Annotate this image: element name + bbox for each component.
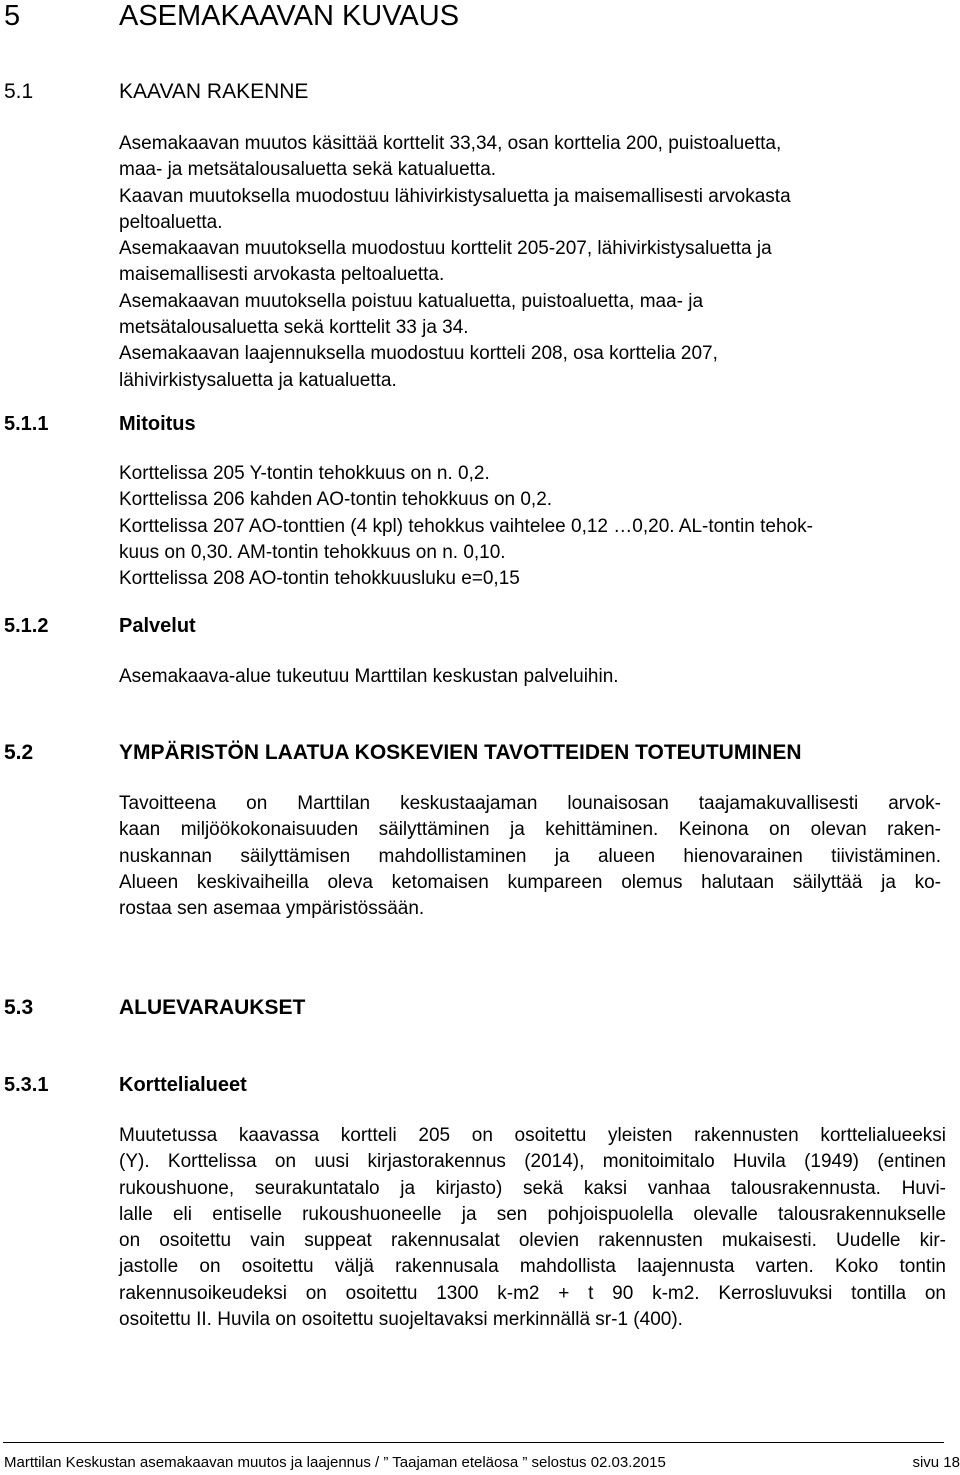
text-line: Korttelissa 208 AO-tontin tehokkuusluku e=0,15 (119, 568, 520, 590)
text-line: jastolle on osoitettu väljä rakennusala mahdollista laajennusta varten. Koko tontin (119, 1256, 946, 1278)
paragraph-mitoitus (119, 461, 813, 592)
text-line: metsätalousaluetta sekä korttelit 33 ja 34. (119, 317, 469, 339)
heading-number-5-3: 5.3 (4, 996, 34, 1019)
footer-divider (3, 1442, 944, 1443)
text-line: rakennusoikeudeksi on osoitettu 1300 k-m2 + t 90 k-m2. Kerrosluvuksi tontilla on (119, 1282, 946, 1304)
heading-palvelut: Palvelut (119, 615, 196, 637)
text-line: on osoitettu vain suppeat rakennusalat olevien rakennusten mukaisesti. Uudelle kir- (119, 1230, 946, 1252)
text-line: Asemakaavan muutoksella muodostuu korttelit 205-207, lähivirkistysaluetta ja (119, 238, 772, 260)
text-line: peltoaluetta. (119, 211, 223, 233)
text-line: Kaavan muutoksella muodostuu lähivirkistysaluetta ja maisemallisesti arvokasta (119, 185, 791, 207)
text-line: kuus on 0,30. AM-tontin tehokkuus on n. 0,10. (119, 541, 506, 563)
text-line: nuskannan säilyttämisen mahdollistaminen ja alueen hienovarainen tiivistäminen. (119, 845, 941, 867)
text-line: Korttelissa 207 AO-tonttien (4 kpl) tehokkus vaihtelee 0,12 …0,20. AL-tontin tehok- (119, 515, 813, 537)
text-line: Korttelissa 206 kahden AO-tontin tehokkuus on 0,2. (119, 489, 553, 511)
text-line: Korttelissa 205 Y-tontin tehokkuus on n. 0,2. (119, 463, 490, 484)
heading-number-5-1: 5.1 (4, 80, 34, 103)
text-line: Asemakaavan muutos käsittää korttelit 33,34, osan korttelia 200, puistoaluetta, (119, 133, 782, 154)
paragraph-ymparisto (119, 791, 941, 922)
heading-mitoitus: Mitoitus (119, 413, 196, 435)
text-line: maisemallisesti arvokasta peltoaluetta. (119, 264, 445, 286)
paragraph-palvelut (119, 664, 619, 690)
text-line: Asemakaavan laajennuksella muodostuu kortteli 208, osa korttelia 207, (119, 343, 718, 365)
text-line: rukoushuone, seurakuntatalo ja kirjasto) sekä kaksi vanhaa talousrakennusta. Huvi- (119, 1177, 946, 1199)
text-line: lalle eli entiselle rukoushuoneelle ja sen pohjoispuolella olevalle talousrakennukselle (119, 1203, 946, 1225)
text-line: lähivirkistysaluetta ja katualuetta. (119, 369, 397, 391)
text-line: (Y). Korttelissa on uusi kirjastorakennus (2014), monitoimitalo Huvila (1949) (entinen (119, 1151, 946, 1173)
text-line: Tavoitteena on Marttilan keskustaajaman lounaisosan taajamakuvallisesti arvok- (119, 793, 941, 814)
heading-number-5-3-1: 5.3.1 (4, 1074, 49, 1096)
footer-page-number: sivu 18 (912, 1454, 960, 1471)
text-line: Asemakaavan muutoksella poistuu katualuetta, puistoaluetta, maa- ja (119, 290, 704, 312)
heading-number-5-1-2: 5.1.2 (4, 615, 49, 637)
heading-aluevaraukset: ALUEVARAUKSET (119, 996, 306, 1019)
heading-ymparisto: YMPÄRISTÖN LAATUA KOSKEVIEN TAVOTTEIDEN TOTEUTUMINEN (119, 741, 802, 764)
text-line: Alueen keskivaiheilla oleva ketomaisen kumpareen olemus halutaan säilyttää ja ko- (119, 871, 941, 893)
text-line: Muutetussa kaavassa kortteli 205 on osoitettu yleisten rakennusten korttelialueeksi (119, 1125, 946, 1146)
text-line: kaan miljöökokonaisuuden säilyttäminen ja kehittäminen. Keinona on olevan raken- (119, 819, 941, 841)
text-line: rostaa sen asemaa ympäristössään. (119, 898, 425, 920)
heading-kaavan-rakenne: KAAVAN RAKENNE (119, 80, 309, 103)
text-line: Asemakaava-alue tukeutuu Marttilan keskustan palveluihin. (119, 666, 619, 687)
heading-korttelialueet: Korttelialueet (119, 1074, 247, 1096)
heading-asemakaavan-kuvaus: ASEMAKAAVAN KUVAUS (119, 0, 460, 32)
heading-number-5: 5 (4, 0, 21, 32)
heading-number-5-2: 5.2 (4, 741, 34, 764)
text-line: maa- ja metsätalousaluetta sekä katualuetta. (119, 159, 497, 181)
text-line: osoitettu II. Huvila on osoitettu suojeltavaksi merkinnällä sr-1 (400). (119, 1309, 683, 1331)
paragraph-korttelialueet (119, 1123, 946, 1333)
footer-document-title: Marttilan Keskustan asemakaavan muutos ja laajennus / ” Taajaman eteläosa ” selostus 02.03.2015 (4, 1454, 666, 1471)
paragraph-kaavan-rakenne (119, 131, 791, 394)
heading-number-5-1-1: 5.1.1 (4, 413, 49, 435)
